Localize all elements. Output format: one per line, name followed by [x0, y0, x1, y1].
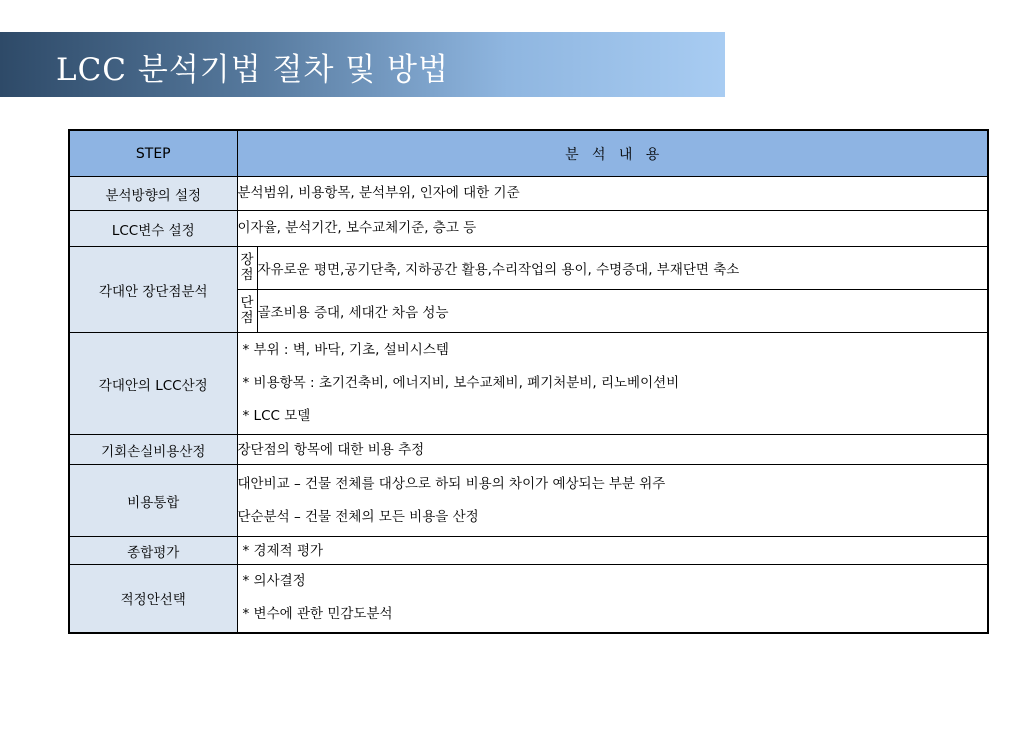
step-cell: 기회손실비용산정: [69, 435, 237, 465]
content-line: 장단점의 항목에 대한 비용 추정: [237, 441, 425, 458]
step-cell: LCC변수 설정: [69, 211, 237, 247]
cons-tag-2: 점: [240, 310, 254, 326]
cons-tag-1: 단: [240, 295, 254, 311]
step-cell: 종합평가: [69, 537, 237, 565]
table-row: [69, 465, 988, 537]
step-cell: 각대안 장단점분석: [69, 247, 237, 333]
content-cell: [237, 465, 988, 537]
title-bar: [0, 32, 725, 97]
content-cell: [237, 333, 988, 435]
content-cell: [237, 177, 988, 211]
table-row: [69, 537, 988, 565]
content-cell: [237, 211, 988, 247]
step-cell: 각대안의 LCC산정: [69, 333, 237, 435]
pros-tag-2: 점: [240, 267, 254, 283]
content-line: 대안비교 – 건물 전체를 대상으로 하되 비용의 차이가 예상되는 부분 위주: [237, 475, 666, 492]
step-cell: 분석방향의 설정: [69, 177, 237, 211]
step-cell: 적정안선택: [69, 565, 237, 633]
content-line: * 부위 : 벽, 바닥, 기초, 설비시스템: [242, 342, 449, 358]
table-row: [69, 177, 988, 211]
content-cell: [237, 435, 988, 465]
content-cell: [237, 565, 988, 633]
step-cell: 비용통합: [69, 465, 237, 537]
content-cell: [237, 537, 988, 565]
table-row: [69, 435, 988, 465]
table-row: [69, 211, 988, 247]
table-row: [69, 333, 988, 435]
page-title: LCC 분석기법 절차 및 방법: [56, 52, 449, 88]
content-line: * LCC 모델: [242, 408, 311, 424]
pros-text: 자유로운 평면,공기단축, 지하공간 활용,수리작업의 용이, 수명증대, 부재단면 축소: [257, 247, 988, 290]
content-line: * 비용항목 : 초기건축비, 에너지비, 보수교체비, 폐기처분비, 리노베이션비: [242, 375, 680, 391]
pros-tag-1: 장: [240, 252, 254, 268]
lcc-procedure-table: [68, 129, 989, 634]
cons-tag: [237, 290, 257, 333]
content-line: * 변수에 관한 민감도분석: [242, 606, 393, 623]
table-row: [69, 247, 988, 290]
content-line: * 경제적 평가: [242, 542, 324, 559]
content-line: * 의사결정: [242, 573, 306, 590]
cons-text: 골조비용 증대, 세대간 차음 성능: [257, 290, 988, 333]
pros-tag: [237, 247, 257, 290]
content-line: 단순분석 – 건물 전체의 모든 비용을 산정: [237, 508, 479, 525]
content-line: 분석범위, 비용항목, 분석부위, 인자에 대한 기준: [237, 185, 520, 201]
table-row: [69, 565, 988, 633]
header-step: STEP: [69, 130, 237, 177]
header-content: 분 석 내 용: [237, 130, 988, 177]
table-header-row: [69, 130, 988, 177]
content-line: 이자율, 분석기간, 보수교체기준, 층고 등: [237, 220, 477, 236]
